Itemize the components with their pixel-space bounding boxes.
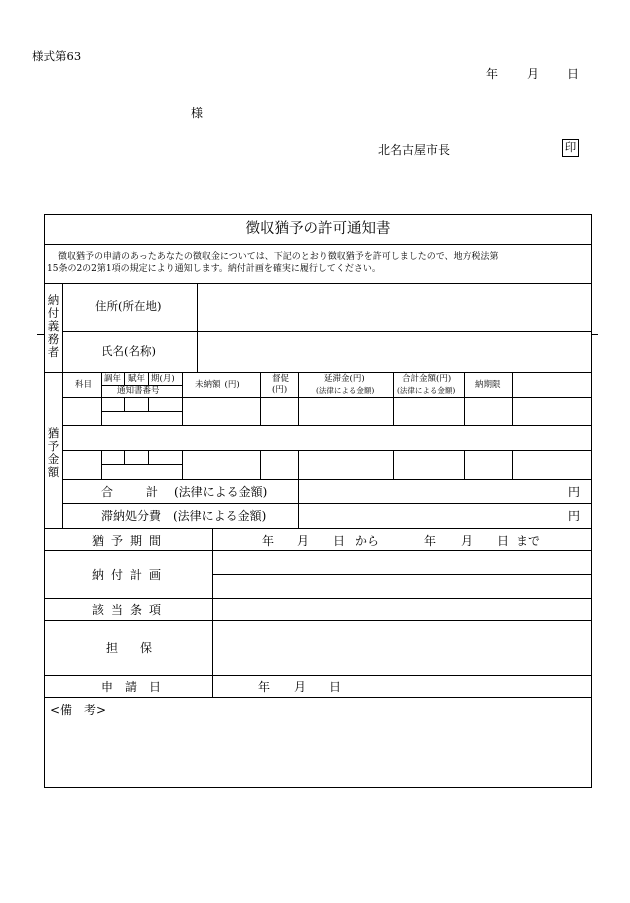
period-to-year: 年 <box>424 534 437 548</box>
intro-line2: 15条の2の2第1項の規定により通知します。納付計画を確実に履行してください。 <box>47 264 381 274</box>
col-year-divider-a <box>124 372 125 385</box>
form-title: 徴収猶予の許可通知書 <box>245 221 391 237</box>
total-label-1: 合 <box>101 485 114 499</box>
total-label-3: (法律による金額) <box>174 485 268 499</box>
issuer-name: 北名古屋市長 <box>378 143 451 157</box>
applied-value[interactable] <box>213 676 591 697</box>
header-total-line1: 合計金額(円) <box>402 374 452 384</box>
total-amount-field[interactable] <box>299 480 561 503</box>
form-number: 様式第63 <box>32 49 82 63</box>
title-divider <box>44 244 592 245</box>
fee-label: 滞納処分費 (法律による金額) <box>101 509 267 523</box>
applied-day: 日 <box>329 680 342 694</box>
row1-subline <box>101 411 182 412</box>
period-value[interactable] <box>213 529 591 550</box>
date-day-label: 日 <box>567 67 580 81</box>
row1-bottom-line <box>62 425 592 426</box>
seal-char: 印 <box>564 140 577 155</box>
header-period: 期(月) <box>151 374 175 384</box>
address-field[interactable] <box>198 284 591 331</box>
seal-box <box>562 139 579 157</box>
header-item: 科目 <box>75 380 93 390</box>
col-year-divider-r3 <box>124 450 125 464</box>
collateral-field[interactable] <box>213 621 591 675</box>
header-late-line1: 延滞金(円) <box>324 374 365 384</box>
col-fy-divider-a <box>148 372 149 385</box>
header-due-date: 納期限 <box>475 380 501 390</box>
taxpayer-bottom <box>44 372 592 373</box>
applied-label: 申請日 <box>101 680 174 694</box>
header-fiscal-year: 賦年 <box>128 374 146 384</box>
total-unit: 円 <box>568 485 581 499</box>
col-reminder-divider-b <box>298 450 299 479</box>
collateral-label-1: 担 <box>106 641 119 655</box>
period-to-month: 月 <box>461 534 474 548</box>
header-reminder-line1: 督促 <box>272 374 290 384</box>
period-from-month: 月 <box>297 534 310 548</box>
header-assess-year: 調年 <box>104 374 122 384</box>
col-notice-divider-b <box>182 450 183 479</box>
fee-unit: 円 <box>568 509 581 523</box>
remarks-label: <備 考> <box>50 703 107 717</box>
col-unpaid-divider-a <box>260 372 261 425</box>
recipient-suffix: 様 <box>191 106 204 120</box>
row3-subline <box>101 464 182 465</box>
period-to-day: 日 <box>497 534 510 548</box>
left-tick-mark <box>37 334 44 335</box>
name-label: 氏名(名称) <box>101 344 156 358</box>
col-year-divider-r1 <box>124 397 125 411</box>
col-item-divider-a <box>101 372 102 425</box>
col-late-divider-a <box>393 372 394 425</box>
col-item-divider-b <box>101 450 102 479</box>
plan-field-1[interactable] <box>213 551 591 574</box>
period-label: 猶予期間 <box>92 534 169 548</box>
period-from-day: 日 <box>333 534 346 548</box>
period-from-year: 年 <box>262 534 275 548</box>
date-year-label: 年 <box>486 67 499 81</box>
name-field[interactable] <box>198 332 591 372</box>
clause-label: 該当条項 <box>92 603 169 617</box>
period-from-word: から <box>355 534 380 548</box>
amount-section-label: 猶 予 金 額 <box>47 426 60 479</box>
applied-row-bottom <box>44 697 592 698</box>
header-notice-number: 通知書番号 <box>117 386 160 396</box>
col-late-divider-b <box>393 450 394 479</box>
col-total-divider-a <box>464 372 465 425</box>
header-subrow-line <box>101 385 182 386</box>
clause-field[interactable] <box>213 599 591 620</box>
col-fy-divider-r1 <box>148 397 149 411</box>
header-unpaid: 未納額 (円) <box>195 380 240 390</box>
col-due-divider-a <box>512 372 513 425</box>
col-reminder-divider-a <box>298 372 299 425</box>
col-due-divider-b <box>512 450 513 479</box>
col-total-divider-b <box>464 450 465 479</box>
col-unpaid-divider-b <box>260 450 261 479</box>
collateral-label-2: 保 <box>140 641 153 655</box>
header-total-line2: (法律による金額) <box>397 386 456 395</box>
total-label-2: 計 <box>146 485 159 499</box>
applied-month: 月 <box>294 680 307 694</box>
taxpayer-section-label: 納 付 義 務 者 <box>47 293 60 359</box>
taxpayer-label-divider <box>62 283 63 372</box>
date-month-label: 月 <box>527 67 540 81</box>
fee-amount-field[interactable] <box>299 504 561 527</box>
right-tick-mark <box>591 334 598 335</box>
intro-line1: 徴収猶予の申請のあったあなたの徴収金については、下記のとおり徴収猶予を許可しましたので、地方税法第 <box>58 252 499 262</box>
applied-year: 年 <box>258 680 271 694</box>
col-notice-divider-a <box>182 372 183 425</box>
period-to-word: まで <box>516 534 541 548</box>
plan-field-2[interactable] <box>213 575 591 598</box>
remarks-field[interactable] <box>46 720 590 786</box>
plan-label: 納付計画 <box>92 568 169 582</box>
header-reminder-line2: (円) <box>272 385 288 395</box>
col-fy-divider-r3 <box>148 450 149 464</box>
address-label: 住所(所在地) <box>95 299 162 313</box>
header-late-line2: (法律による金額) <box>316 386 375 395</box>
